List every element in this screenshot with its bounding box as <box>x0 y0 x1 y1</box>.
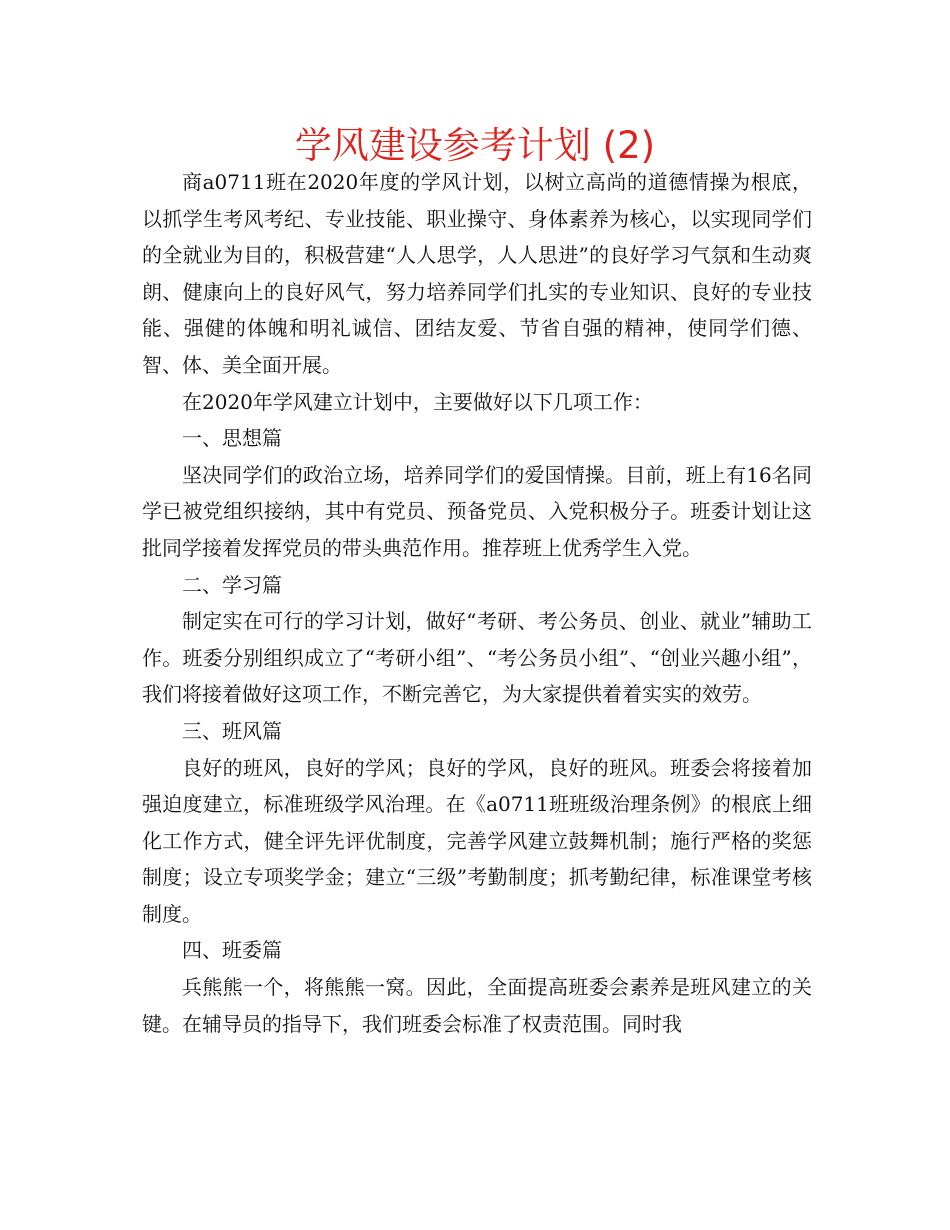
document-title: 学风建设参考计划 (2) <box>294 124 656 167</box>
paragraph-thought: 坚决同学们的政治立场，培养同学们的爱国情操。目前，班上有16名同学已被党组织接纳，其中有党员、预备党员、入党积极分子。班委计划让这批同学接着发挥党员的带头典范作用。推荐班上优秀学生入党。 <box>142 462 812 560</box>
section-heading-study: 二、学习篇 <box>182 572 282 597</box>
section-heading-thought: 一、思想篇 <box>182 426 282 451</box>
document-body <box>142 164 812 1042</box>
paragraph-plan-overview: 在2020年学风建立计划中，主要做好以下几项工作： <box>182 389 653 414</box>
section-heading-committee: 四、班委篇 <box>182 938 282 963</box>
paragraph-committee: 兵熊熊一个，将熊熊一窝。因此，全面提高班委会素养是班风建立的关键。在辅导员的指导下，我们班委会标准了权责范围。同时我 <box>142 975 812 1036</box>
paragraph-intro: 商a0711班在2020年度的学风计划，以树立高尚的道德情操为根底，以抓学生考风考纪、专业技能、职业操守、身体素养为核心，以实现同学们的全就业为目的，积极营建“人人思学，人人思进”的良好学习气氛和生动爽朗、健康向上的良好风气，努力培养同学们扎实的专业知识、良好的专业技能、强健的体魄和明礼诚信、团结友爱、节省自强的精神，使同学们德、智、体、美全面开展。 <box>142 170 812 377</box>
paragraph-study: 制定实在可行的学习计划，做好“考研、考公务员、创业、就业”辅助工作。班委分别组织成立了“考研小组”、“考公务员小组”、“创业兴趣小组”，我们将接着做好这项工作，不断完善它，为大家提供着着实实的效劳。 <box>142 609 812 707</box>
section-heading-class-style: 三、班风篇 <box>182 718 282 743</box>
paragraph-class-style: 良好的班风，良好的学风；良好的学风，良好的班风。班委会将接着加强迫度建立，标准班级学风治理。在《a0711班班级治理条例》的根底上细化工作方式，健全评先评优制度，完善学风建立鼓舞机制；施行严格的奖惩制度；设立专项奖学金；建立“三级”考勤制度；抓考勤纪律，标准课堂考核制度。 <box>142 755 812 926</box>
